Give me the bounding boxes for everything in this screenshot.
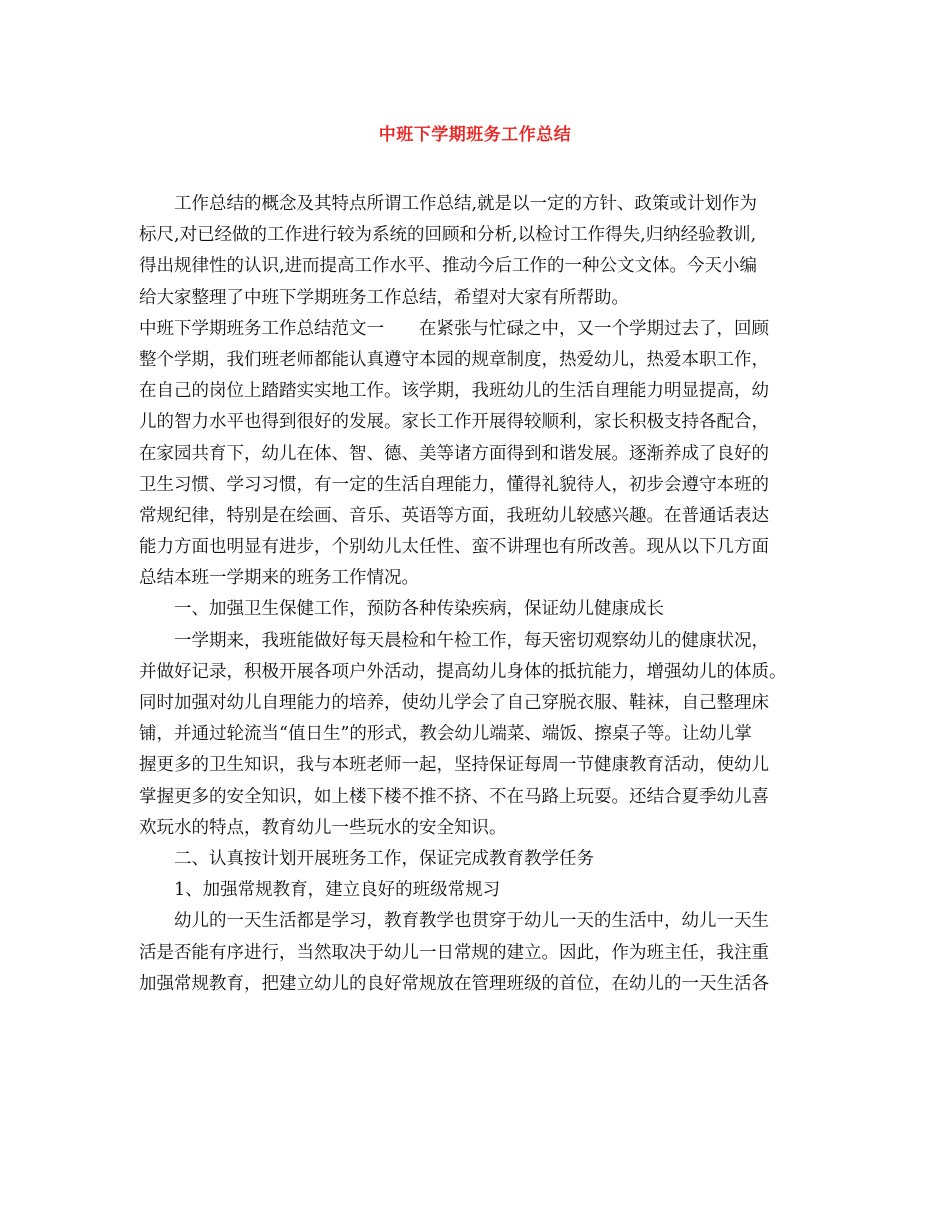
text-line: 握更多的卫生知识，我与本班老师一起，坚持保证每周一节健康教育活动，使幼儿 [139, 755, 769, 776]
text-line: 整个学期，我们班老师都能认真遵守本园的规章制度，热爱幼儿，热爱本职工作， [139, 349, 769, 370]
text-line: 幼儿的一天生活都是学习，教育教学也贯穿于幼儿一天的生活中，幼儿一天生 [174, 911, 769, 932]
document-title: 中班下学期班务工作总结 [378, 125, 572, 145]
text-line: 标尺,对已经做的工作进行较为系统的回顾和分析,以检讨工作得失,归纳经验教训, [139, 225, 757, 246]
text-line: 活是否能有序进行，当然取决于幼儿一日常规的建立。因此，作为班主任，我注重 [139, 942, 769, 963]
text-line: 总结本班一学期来的班务工作情况。 [139, 568, 419, 589]
text-line: 中班下学期班务工作总结范文一 在紧张与忙碌之中，又一个学期过去了，回顾 [139, 318, 769, 339]
text-line: 儿的智力水平也得到很好的发展。家长工作开展得较顺利，家长积极支持各配合， [139, 412, 769, 433]
text-line: 欢玩水的特点，教育幼儿一些玩水的安全知识。 [139, 817, 507, 838]
text-line: 铺，并通过轮流当“值日生”的形式，教会幼儿端菜、端饭、擦桌子等。让幼儿掌 [139, 724, 752, 745]
text-line: 在家园共育下，幼儿在体、智、德、美等诸方面得到和谐发展。逐渐养成了良好的 [139, 443, 769, 464]
text-line: 给大家整理了中班下学期班务工作总结，希望对大家有所帮助。 [139, 287, 629, 308]
text-line: 能力方面也明显有进步，个别幼儿太任性、蛮不讲理也有所改善。现从以下几方面 [139, 537, 769, 558]
text-line: 1、加强常规教育，建立良好的班级常规习 [174, 880, 501, 901]
text-line: 同时加强对幼儿自理能力的培养，使幼儿学会了自己穿脱衣服、鞋袜，自己整理床 [139, 693, 769, 713]
text-line: 在自己的岗位上踏踏实实地工作。该学期，我班幼儿的生活自理能力明显提高，幼 [139, 381, 769, 402]
document-body [139, 189, 813, 1000]
text-line: 二、认真按计划开展班务工作，保证完成教育教学任务 [174, 848, 594, 869]
text-line: 一学期来，我班能做好每天晨检和午检工作，每天密切观察幼儿的健康状况， [174, 630, 769, 651]
text-line: 工作总结的概念及其特点所谓工作总结,就是以一定的方针、政策或计划作为 [174, 194, 758, 214]
text-line: 一、加强卫生保健工作，预防各种传染疾病，保证幼儿健康成长 [174, 599, 664, 620]
text-line: 并做好记录，积极开展各项户外活动，提高幼儿身体的抵抗能力，增强幼儿的体质。 [139, 661, 787, 682]
text-line: 得出规律性的认识,进而提高工作水平、推动今后工作的一种公文文体。今天小编 [139, 256, 758, 277]
text-line: 加强常规教育，把建立幼儿的良好常规放在管理班级的首位，在幼儿的一天生活各 [139, 973, 769, 994]
text-line: 卫生习惯、学习习惯，有一定的生活自理能力，懂得礼貌待人，初步会遵守本班的 [139, 474, 769, 495]
text-line: 常规纪律，特别是在绘画、音乐、英语等方面，我班幼儿较感兴趣。在普通话表达 [139, 505, 769, 526]
text-line: 掌握更多的安全知识，如上楼下楼不推不挤、不在马路上玩耍。还结合夏季幼儿喜 [139, 786, 769, 807]
